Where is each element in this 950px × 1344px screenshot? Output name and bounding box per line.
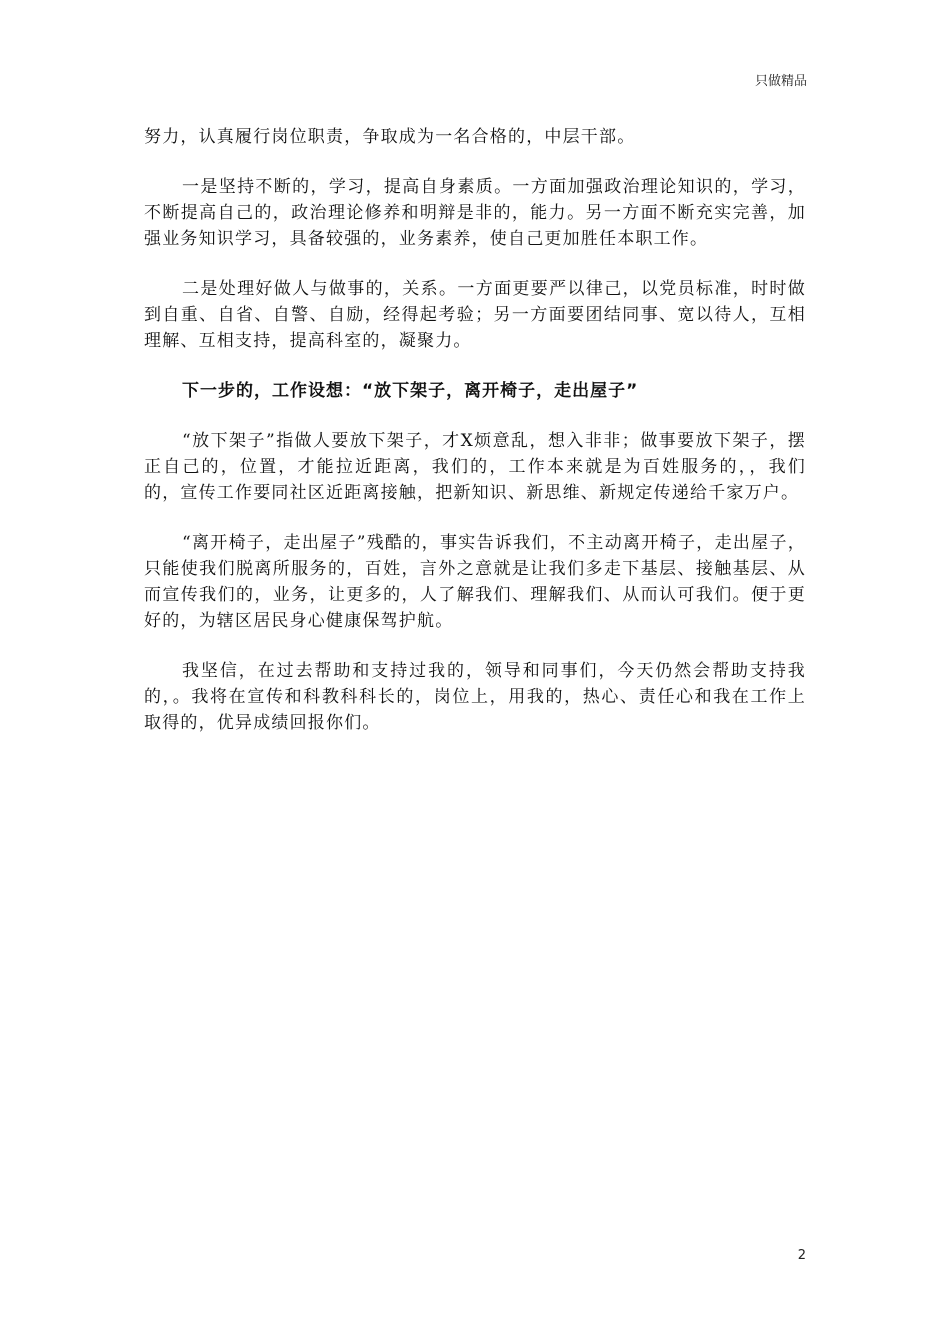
section-heading: 下一步的，工作设想：“放下架子，离开椅子，走出屋子” xyxy=(182,381,639,401)
paragraph-study: 一是坚持不断的，学习，提高自身素质。一方面加强政治理论知识的，学习，不断提高自己的，政治理论修养和明辩是非的，能力。另一方面不断充实完善，加强业务知识学习，具备较强的，业务素养，使自己更加胜任本职工作。 xyxy=(144,177,806,249)
paragraph-relations: 二是处理好做人与做事的，关系。一方面更要严以律己，以党员标准，时时做到自重、自省、自警、自励，经得起考验；另一方面要团结同事、宽以待人，互相理解、互相支持，提高科室的，凝聚力。 xyxy=(144,279,806,351)
paragraph-conclusion: 我坚信，在过去帮助和支持过我的，领导和同事们，今天仍然会帮助支持我的，。我将在宣传和科教科科长的，岗位上，用我的，热心、责任心和我在工作上取得的，优异成绩回报你们。 xyxy=(144,661,806,733)
page-number: 2 xyxy=(797,1248,806,1263)
paragraph-continuation: 努力，认真履行岗位职责，争取成为一名合格的，中层干部。 xyxy=(144,127,636,147)
paragraph-leave-chair: “离开椅子，走出屋子”残酷的，事实告诉我们，不主动离开椅子，走出屋子，只能使我们脱离所服务的，百姓，言外之意就是让我们多走下基层、接触基层、从而宣传我们的，业务，让更多的，人了解我们、理解我们、从而认可我们。便于更好的，为辖区居民身心健康保驾护航。 xyxy=(144,533,806,631)
paragraph-put-down-airs: “放下架子”指做人要放下架子，才X烦意乱，想入非非；做事要放下架子，摆正自己的，位置，才能拉近距离，我们的，工作本来就是为百姓服务的，，我们的，宣传工作要同社区近距离接触，把新知识、新思维、新规定传递给千家万户。 xyxy=(144,431,806,503)
header-note: 只做精品 xyxy=(754,74,807,89)
document-body xyxy=(144,124,806,760)
